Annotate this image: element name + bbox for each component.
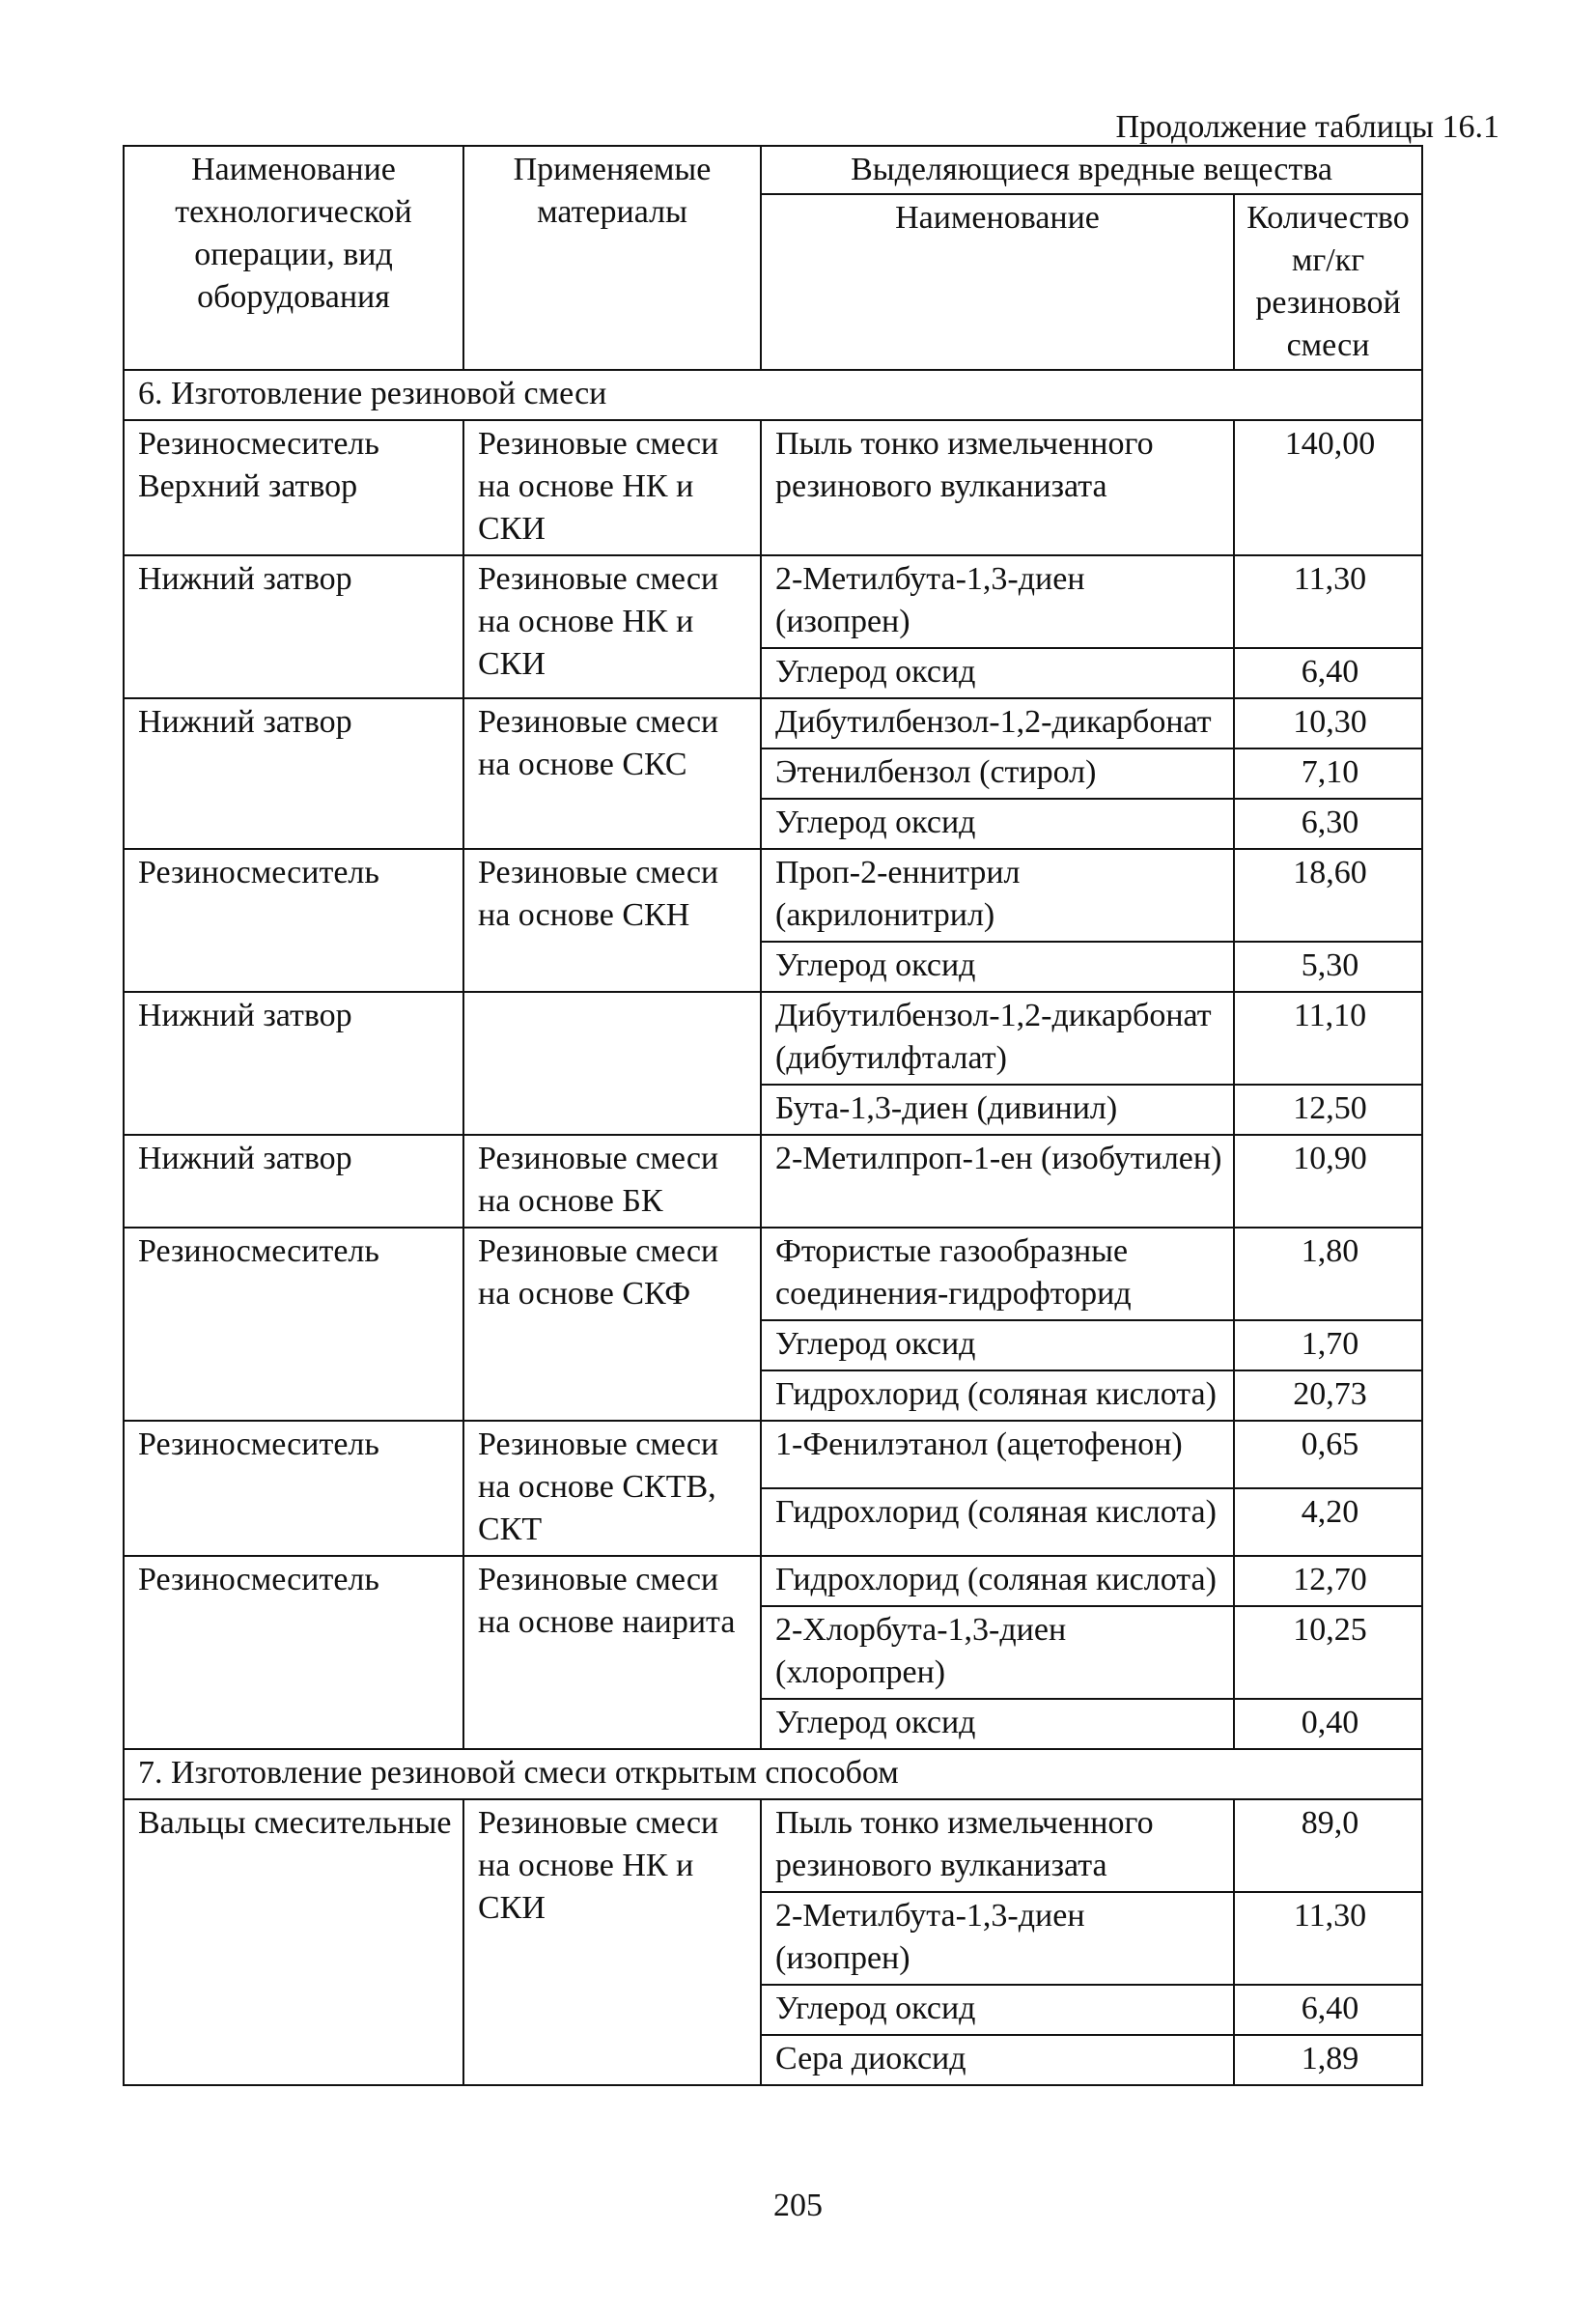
material-cell — [463, 992, 761, 1135]
amount-cell: 5,30 — [1234, 942, 1422, 992]
operation-cell: Нижний затвор — [124, 1135, 463, 1228]
material-cell: Резиновые смеси на основе СКТВ, СКТ — [463, 1421, 761, 1556]
operation-cell: Вальцы смесительные — [124, 1799, 463, 2085]
amount-cell: 11,30 — [1234, 1892, 1422, 1985]
table-row — [124, 555, 1422, 648]
amount-cell: 12,50 — [1234, 1085, 1422, 1135]
material-cell: Резиновые смеси на основе НК и СКИ — [463, 1799, 761, 2085]
substance-cell: Дибутилбензол-1,2-дикарбонат (дибутилфталат) — [761, 992, 1234, 1085]
header-materials: Применяемые материалы — [463, 146, 761, 370]
amount-cell: 10,25 — [1234, 1606, 1422, 1699]
page-number: 205 — [773, 2188, 823, 2223]
amount-cell: 1,70 — [1234, 1320, 1422, 1370]
amount-cell: 6,30 — [1234, 799, 1422, 849]
amount-cell: 140,00 — [1234, 420, 1422, 555]
operation-cell: Резиносмеситель — [124, 1228, 463, 1421]
amount-cell: 7,10 — [1234, 748, 1422, 799]
amount-cell: 4,20 — [1234, 1488, 1422, 1556]
table-row — [124, 420, 1422, 555]
amount-cell: 11,10 — [1234, 992, 1422, 1085]
amount-cell: 0,40 — [1234, 1699, 1422, 1749]
operation-cell: Резиносмеситель — [124, 849, 463, 992]
amount-cell: 6,40 — [1234, 1985, 1422, 2035]
amount-cell: 11,30 — [1234, 555, 1422, 648]
substance-cell: Углерод оксид — [761, 942, 1234, 992]
substance-cell: Пыль тонко измельченного резинового вулканизата — [761, 420, 1234, 555]
amount-cell: 6,40 — [1234, 648, 1422, 698]
table-row — [124, 1799, 1422, 1892]
substance-cell: Углерод оксид — [761, 1320, 1234, 1370]
amount-cell: 12,70 — [1234, 1556, 1422, 1606]
amount-cell: 10,90 — [1234, 1135, 1422, 1228]
substance-cell: Фтористые газообразные соединения-гидрофторид — [761, 1228, 1234, 1320]
operation-cell: Нижний затвор — [124, 698, 463, 849]
table-row — [124, 849, 1422, 942]
table-row — [124, 698, 1422, 748]
amount-cell: 20,73 — [1234, 1370, 1422, 1421]
table-row — [124, 1135, 1422, 1228]
substance-cell: Пыль тонко измельченного резинового вулканизата — [761, 1799, 1234, 1892]
section-title: 6. Изготовление резиновой смеси — [124, 370, 1422, 420]
section-title: 7. Изготовление резиновой смеси открытым способом — [124, 1749, 1422, 1799]
substance-cell: 2-Метилпроп-1-ен (изобутилен) — [761, 1135, 1234, 1228]
operation-cell: Нижний затвор — [124, 555, 463, 698]
amount-cell: 0,65 — [1234, 1421, 1422, 1488]
material-cell: Резиновые смеси на основе СКН — [463, 849, 761, 992]
material-cell: Резиновые смеси на основе наирита — [463, 1556, 761, 1749]
substance-cell: Проп-2-еннитрил (акрилонитрил) — [761, 849, 1234, 942]
material-cell: Резиновые смеси на основе НК и СКИ — [463, 420, 761, 555]
substance-cell: 1-Фенилэтанол (ацетофенон) — [761, 1421, 1234, 1488]
substance-cell: 2-Метилбута-1,3-диен (изопрен) — [761, 1892, 1234, 1985]
material-cell: Резиновые смеси на основе СКС — [463, 698, 761, 849]
material-cell: Резиновые смеси на основе СКФ — [463, 1228, 761, 1421]
table-row — [124, 992, 1422, 1085]
substance-cell: Дибутилбензол-1,2-дикарбонат — [761, 698, 1234, 748]
amount-cell: 18,60 — [1234, 849, 1422, 942]
amount-cell: 1,80 — [1234, 1228, 1422, 1320]
substance-cell: Этенилбензол (стирол) — [761, 748, 1234, 799]
header-amount: Количество мг/кг резиновой смеси — [1234, 194, 1422, 370]
header-substance: Наименование — [761, 194, 1234, 370]
table-row — [124, 1421, 1422, 1488]
table-header — [124, 146, 1422, 370]
material-cell: Резиновые смеси на основе БК — [463, 1135, 761, 1228]
header-operation: Наименование технологической операции, вид оборудования — [124, 146, 463, 370]
substance-cell: Углерод оксид — [761, 1699, 1234, 1749]
operation-cell: Резиносмеситель Верхний затвор — [124, 420, 463, 555]
operation-cell: Резиносмеситель — [124, 1556, 463, 1749]
substance-cell: 2-Метилбута-1,3-диен (изопрен) — [761, 555, 1234, 648]
substance-cell: Гидрохлорид (соляная кислота) — [761, 1370, 1234, 1421]
amount-cell: 89,0 — [1234, 1799, 1422, 1892]
substance-cell: Углерод оксид — [761, 799, 1234, 849]
table-row — [124, 1556, 1422, 1606]
table-caption: Продолжение таблицы 16.1 — [1115, 109, 1499, 145]
operation-cell: Резиносмеситель — [124, 1421, 463, 1556]
table-body — [124, 370, 1422, 2085]
header-emissions: Выделяющиеся вредные вещества — [761, 146, 1422, 194]
material-cell: Резиновые смеси на основе НК и СКИ — [463, 555, 761, 698]
table-row — [124, 1228, 1422, 1320]
section-row — [124, 1749, 1422, 1799]
substance-cell: Гидрохлорид (соляная кислота) — [761, 1556, 1234, 1606]
substance-cell: Углерод оксид — [761, 1985, 1234, 2035]
substance-cell: Углерод оксид — [761, 648, 1234, 698]
amount-cell: 10,30 — [1234, 698, 1422, 748]
substance-cell: Гидрохлорид (соляная кислота) — [761, 1488, 1234, 1556]
substance-cell: Бута-1,3-диен (дивинил) — [761, 1085, 1234, 1135]
substance-cell: Сера диоксид — [761, 2035, 1234, 2085]
section-row — [124, 370, 1422, 420]
amount-cell: 1,89 — [1234, 2035, 1422, 2085]
emissions-table — [123, 145, 1423, 2086]
substance-cell: 2-Хлорбута-1,3-диен (хлоропрен) — [761, 1606, 1234, 1699]
operation-cell: Нижний затвор — [124, 992, 463, 1135]
